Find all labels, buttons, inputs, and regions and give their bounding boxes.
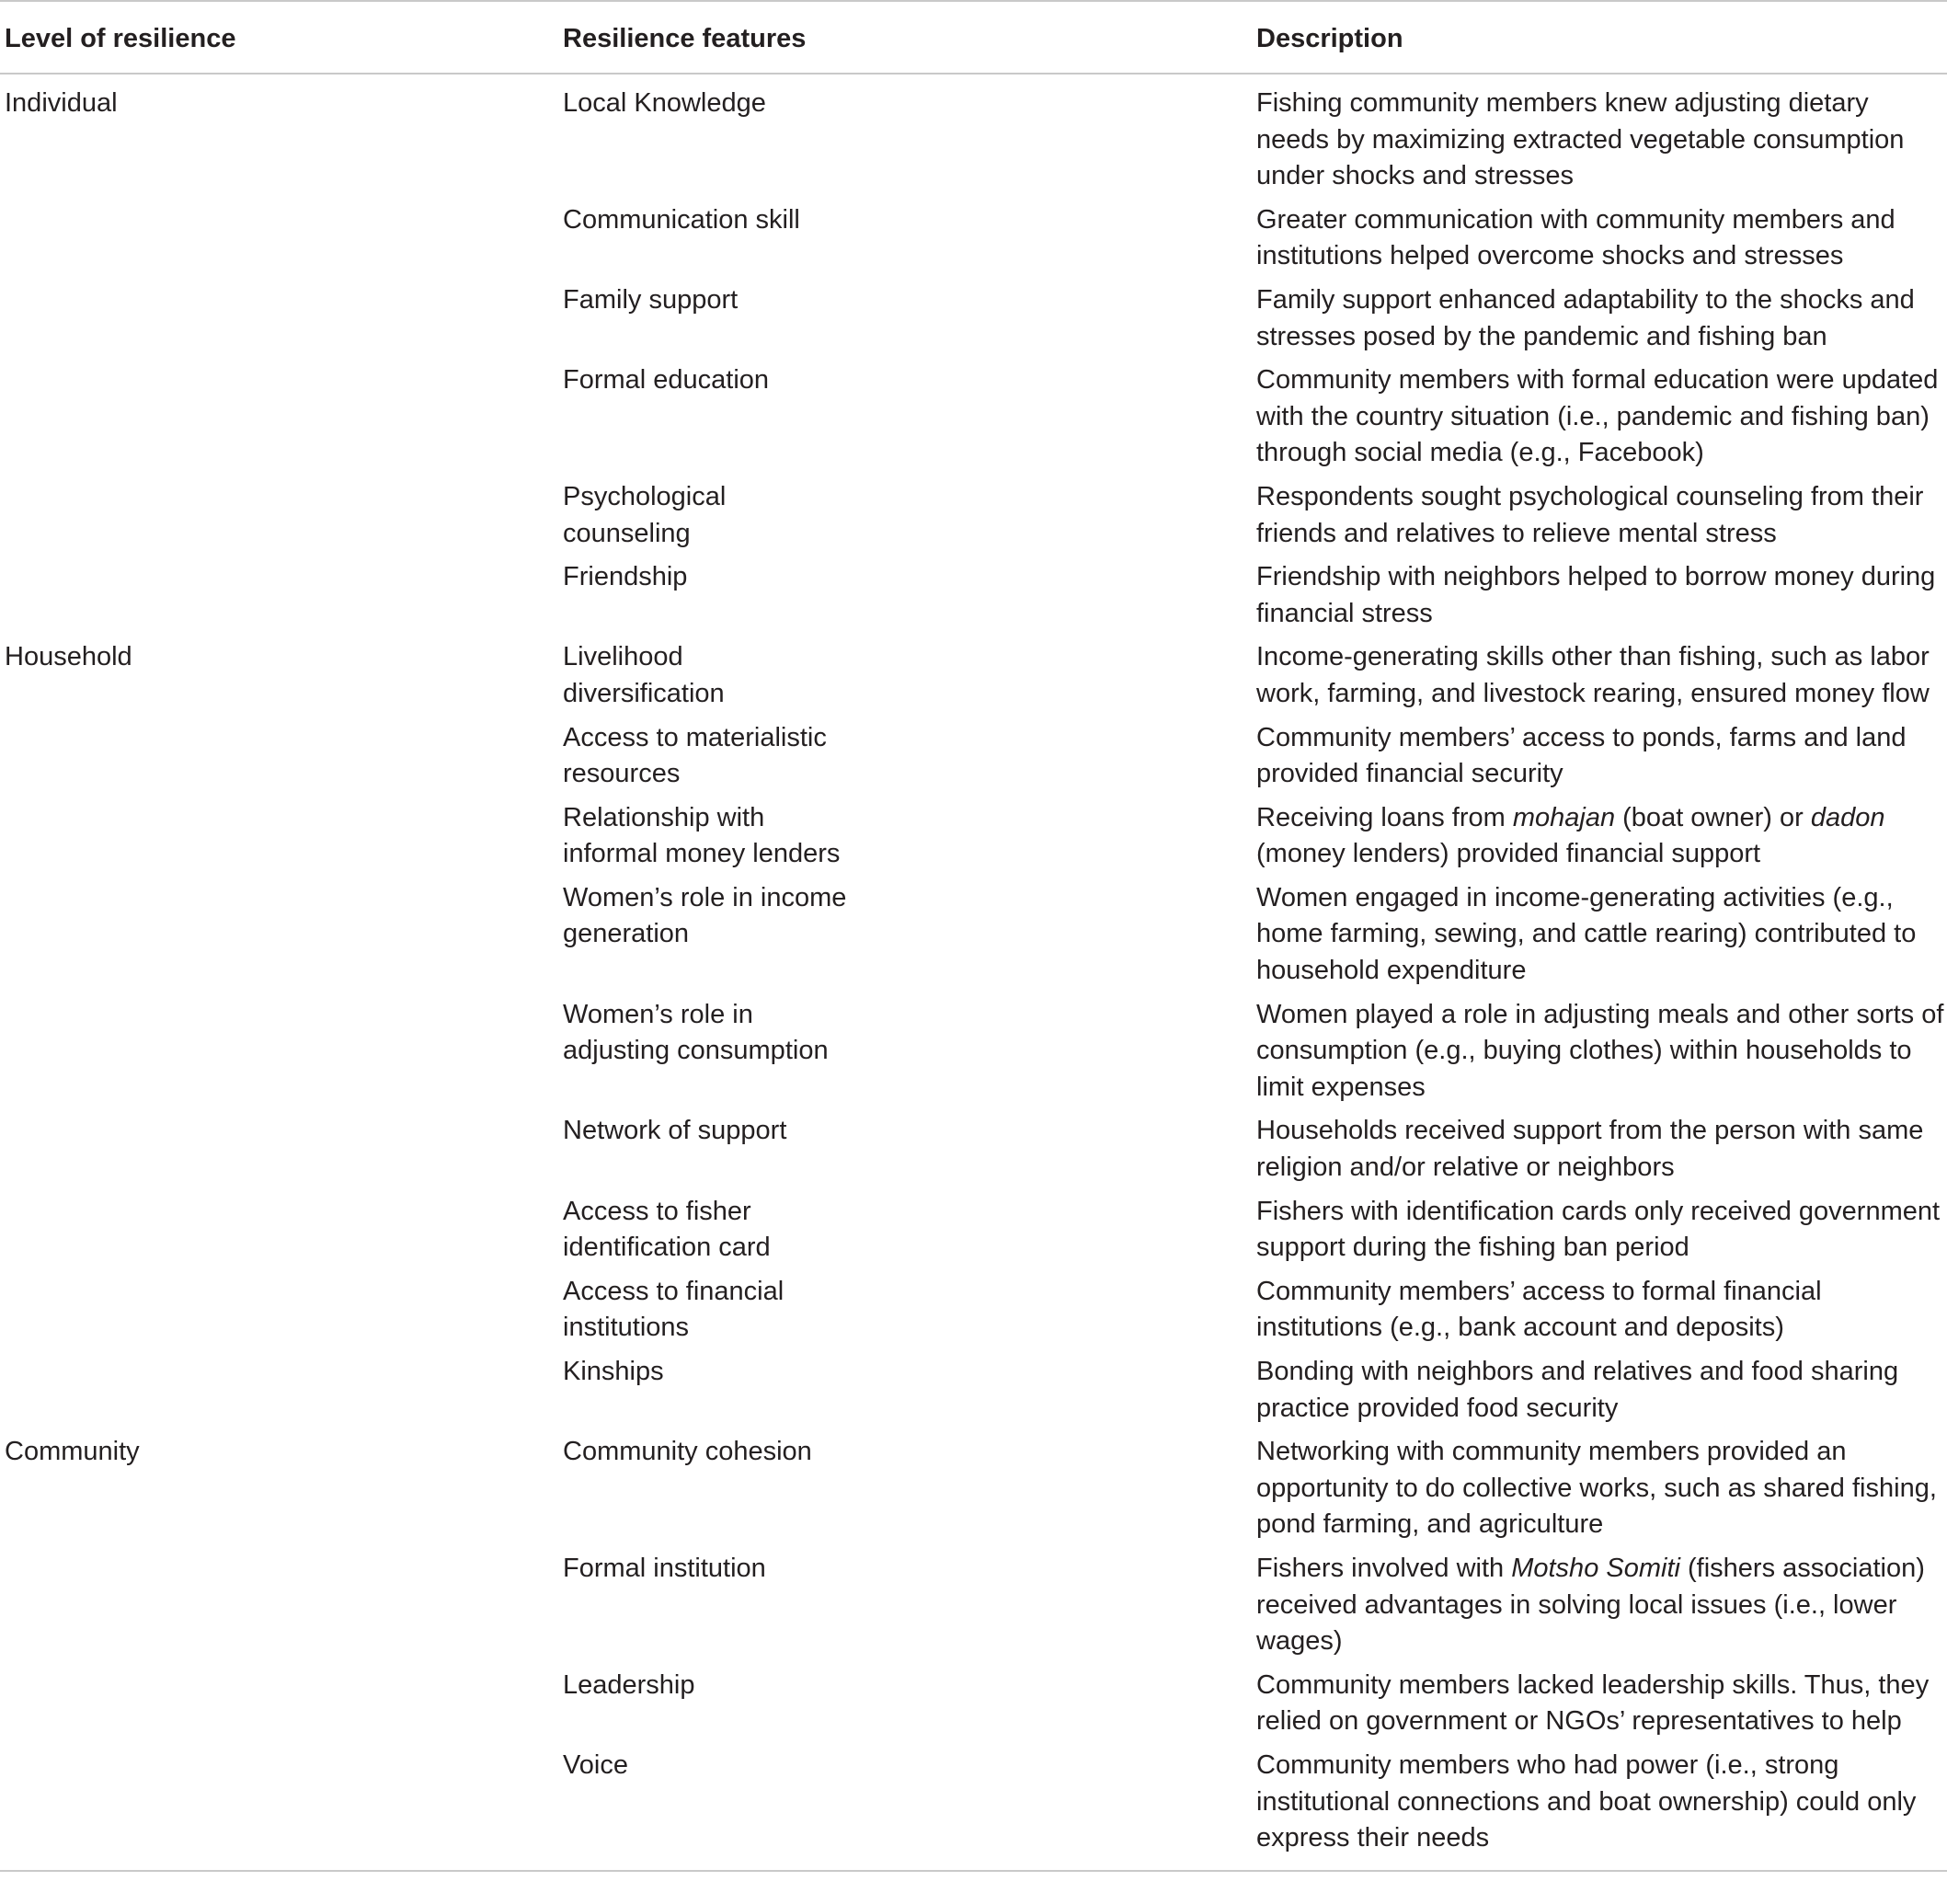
level-cell <box>0 880 557 997</box>
description-text: Family support enhanced adaptability to the shocks and stresses posed by the pandemic and fishing ban <box>1256 284 1915 351</box>
level-cell <box>0 1194 557 1274</box>
description-text: Networking with community members provided an opportunity to do collective works, such as shared fishing, pond farming, and agriculture <box>1256 1437 1937 1540</box>
feature-cell: Women’s role in income generation <box>563 882 847 949</box>
level-cell: Household <box>5 642 132 672</box>
feature-cell: Women’s role in adjusting consumption <box>563 999 829 1066</box>
description-text: Bonding with neighbors and relatives and food sharing practice provided food security <box>1256 1357 1899 1423</box>
table-row <box>0 997 1947 1114</box>
table-row <box>0 800 1947 880</box>
level-cell <box>0 1354 557 1434</box>
description-cell <box>1253 880 1947 997</box>
table-row <box>0 1194 1947 1274</box>
level-cell <box>0 362 557 479</box>
header-row <box>0 1 1947 74</box>
feature-cell: Kinships <box>563 1357 664 1386</box>
table-row <box>0 479 1947 559</box>
description-cell <box>1253 1434 1947 1551</box>
table-row <box>0 559 1947 639</box>
description-cell <box>1253 1748 1947 1871</box>
feature-cell: Community cohesion <box>563 1437 812 1467</box>
feature-cell: Network of support <box>563 1116 787 1146</box>
description-cell <box>1253 1113 1947 1193</box>
description-cell <box>1253 1194 1947 1274</box>
description-cell <box>1253 1668 1947 1748</box>
feature-cell: Formal institution <box>563 1553 766 1583</box>
description-text: (money lenders) provided financial support <box>1256 839 1761 869</box>
description-cell <box>1253 362 1947 479</box>
description-text: Community members with formal education were updated with the country situation (i.e., pandemic and fishing ban) through social media (e.g., Facebook) <box>1256 365 1939 468</box>
level-cell <box>0 1748 557 1871</box>
level-cell <box>0 997 557 1114</box>
description-text: Friendship with neighbors helped to borrow money during financial stress <box>1256 562 1936 628</box>
table-row <box>0 202 1947 282</box>
description-text: Community members lacked leadership skills. Thus, they relied on government or NGOs’ representatives to help <box>1256 1669 1930 1737</box>
description-cell <box>1253 1274 1947 1354</box>
table-row <box>0 1113 1947 1193</box>
description-text: Respondents sought psychological counseling from their friends and relatives to relieve mental stress <box>1256 481 1924 548</box>
description-cell <box>1253 1551 1947 1668</box>
level-cell <box>0 559 557 639</box>
description-text: Greater communication with community members and institutions helped overcome shocks and stresses <box>1256 204 1895 271</box>
feature-cell: Formal education <box>563 365 770 396</box>
feature-cell: Livelihood diversification <box>563 642 725 708</box>
table-row <box>0 74 1947 202</box>
description-text: Fishing community members knew adjusting dietary needs by maximizing extracted vegetable consumption under shocks and stresses <box>1256 88 1905 191</box>
table-row <box>0 1434 1947 1551</box>
feature-cell: Access to materialistic resources <box>563 722 827 789</box>
feature-cell: Voice <box>563 1749 628 1780</box>
description-cell <box>1253 559 1947 639</box>
level-cell: Individual <box>5 88 118 118</box>
level-cell <box>0 800 557 880</box>
description-text: Income-generating skills other than fishing, such as labor work, farming, and livestock rearing, ensured money flow <box>1256 642 1930 708</box>
description-cell <box>1253 997 1947 1114</box>
italic-term: Motsho Somiti <box>1511 1553 1680 1583</box>
table-row <box>0 1748 1947 1871</box>
table-row <box>0 1274 1947 1354</box>
feature-cell: Friendship <box>563 562 688 592</box>
feature-cell: Leadership <box>563 1669 695 1700</box>
description-cell <box>1253 800 1947 880</box>
level-cell <box>0 1551 557 1668</box>
level-cell <box>0 282 557 362</box>
description-text: Women played a role in adjusting meals and other sorts of consumption (e.g., buying clothes) within households to limit expenses <box>1256 999 1944 1102</box>
feature-cell: Access to fisher identification card <box>563 1196 771 1263</box>
table-row <box>0 1668 1947 1748</box>
level-cell <box>0 720 557 800</box>
description-text: (boat owner) or <box>1615 802 1811 832</box>
description-text: Fishers with identification cards only received government support during the fishing ban period <box>1256 1196 1941 1263</box>
description-text: Fishers involved with <box>1256 1553 1512 1583</box>
description-text: Community members’ access to ponds, farms and land provided financial security <box>1256 722 1907 789</box>
table-row <box>0 880 1947 997</box>
italic-term: dadon <box>1810 802 1885 832</box>
level-cell: Community <box>5 1437 140 1467</box>
description-cell <box>1253 282 1947 362</box>
header-level: Level of resilience <box>5 24 236 53</box>
level-cell <box>0 1113 557 1193</box>
feature-cell: Communication skill <box>563 204 800 235</box>
feature-cell: Family support <box>563 284 739 315</box>
description-text: Receiving loans from <box>1256 802 1513 832</box>
description-text: Community members who had power (i.e., strong institutional connections and boat ownership) could only express their needs <box>1256 1749 1917 1853</box>
level-cell <box>0 1274 557 1354</box>
description-cell <box>1253 1354 1947 1434</box>
description-text: Households received support from the person with same religion and/or relative or neighbors <box>1256 1116 1924 1183</box>
table-row <box>0 362 1947 479</box>
italic-term: mohajan <box>1512 802 1616 832</box>
table-row <box>0 639 1947 719</box>
description-cell <box>1253 720 1947 800</box>
level-cell <box>0 479 557 559</box>
feature-cell: Access to financial institutions <box>563 1276 785 1343</box>
level-cell <box>0 202 557 282</box>
feature-cell: Relationship with informal money lenders <box>563 802 841 869</box>
description-cell <box>1253 74 1947 202</box>
header-description: Description <box>1256 24 1403 53</box>
description-text: Women engaged in income-generating activities (e.g., home farming, sewing, and cattle rearing) contributed to household expenditure <box>1256 882 1917 986</box>
table-row <box>0 282 1947 362</box>
description-cell <box>1253 202 1947 282</box>
table-row <box>0 720 1947 800</box>
description-text: Community members’ access to formal financial institutions (e.g., bank account and deposits) <box>1256 1276 1822 1343</box>
description-text: (fishers association) received advantages in solving local issues (i.e., lower wages) <box>1256 1553 1925 1657</box>
feature-cell: Local Knowledge <box>563 88 766 118</box>
table-row <box>0 1354 1947 1434</box>
table-row <box>0 1551 1947 1668</box>
description-cell <box>1253 479 1947 559</box>
description-cell <box>1253 639 1947 719</box>
feature-cell: Psychological counseling <box>563 481 727 548</box>
level-cell <box>0 1668 557 1748</box>
header-features: Resilience features <box>563 24 807 53</box>
